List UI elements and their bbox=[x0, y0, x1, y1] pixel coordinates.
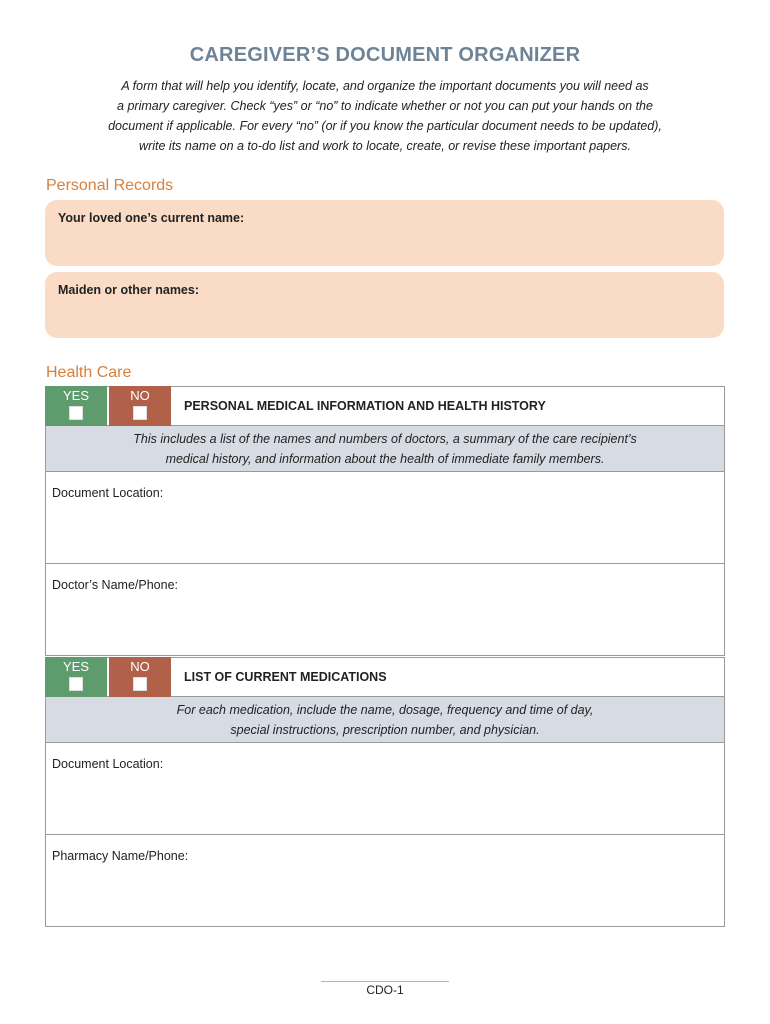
intro-line: document if applicable. For every “no” (or if you know the particular document needs to be updated), bbox=[108, 119, 662, 133]
no-label: NO bbox=[130, 388, 150, 403]
no-checkbox[interactable] bbox=[133, 406, 147, 420]
section-header bbox=[45, 386, 725, 426]
intro-line: write its name on a to-do list and work to locate, create, or revise these important papers. bbox=[139, 139, 631, 153]
maiden-names-field[interactable] bbox=[45, 272, 724, 338]
document-location-label: Document Location: bbox=[52, 757, 164, 771]
no-option[interactable] bbox=[109, 657, 171, 697]
document-location-field[interactable] bbox=[45, 472, 725, 564]
yes-checkbox[interactable] bbox=[69, 406, 83, 420]
pharmacy-phone-label: Pharmacy Name/Phone: bbox=[52, 849, 189, 863]
doctor-phone-field[interactable] bbox=[45, 564, 725, 656]
section-title: PERSONAL MEDICAL INFORMATION AND HEALTH HISTORY bbox=[184, 399, 546, 413]
no-option[interactable] bbox=[109, 386, 171, 426]
description-line: medical history, and information about the health of immediate family members. bbox=[165, 452, 605, 466]
current-name-label: Your loved one’s current name: bbox=[58, 211, 245, 225]
intro-line: A form that will help you identify, locate, and organize the important documents you will need as bbox=[121, 79, 649, 93]
yes-label: YES bbox=[62, 388, 89, 403]
yes-checkbox[interactable] bbox=[69, 677, 83, 691]
current-name-field[interactable] bbox=[45, 200, 724, 266]
page-title: CAREGIVER’S DOCUMENT ORGANIZER bbox=[189, 44, 581, 66]
section-header bbox=[45, 657, 725, 697]
personal-records-heading: Personal Records bbox=[46, 177, 174, 194]
health-care-heading: Health Care bbox=[46, 364, 132, 381]
intro-line: a primary caregiver. Check “yes” or “no” to indicate whether or not you can put your hands on the bbox=[117, 99, 653, 113]
document-location-label: Document Location: bbox=[52, 486, 164, 500]
pharmacy-phone-field[interactable] bbox=[45, 835, 725, 927]
section-title: LIST OF CURRENT MEDICATIONS bbox=[184, 670, 387, 684]
medical-history-section bbox=[45, 386, 725, 656]
description-line: This includes a list of the names and numbers of doctors, a summary of the care recipient’s bbox=[133, 432, 637, 446]
doctor-phone-label: Doctor’s Name/Phone: bbox=[52, 578, 178, 592]
yes-option[interactable] bbox=[45, 386, 107, 426]
intro-text bbox=[95, 76, 675, 156]
yes-label: YES bbox=[62, 659, 89, 674]
yes-option[interactable] bbox=[45, 657, 107, 697]
section-description bbox=[45, 426, 725, 472]
maiden-names-label: Maiden or other names: bbox=[58, 283, 199, 297]
no-label: NO bbox=[130, 659, 150, 674]
section-description bbox=[45, 697, 725, 743]
description-line: For each medication, include the name, dosage, frequency and time of day, bbox=[176, 703, 594, 717]
current-medications-section bbox=[45, 657, 725, 927]
footer-divider bbox=[321, 981, 449, 982]
no-checkbox[interactable] bbox=[133, 677, 147, 691]
document-location-field[interactable] bbox=[45, 743, 725, 835]
description-line: special instructions, prescription number, and physician. bbox=[230, 723, 540, 737]
page-code: CDO-1 bbox=[366, 983, 404, 997]
